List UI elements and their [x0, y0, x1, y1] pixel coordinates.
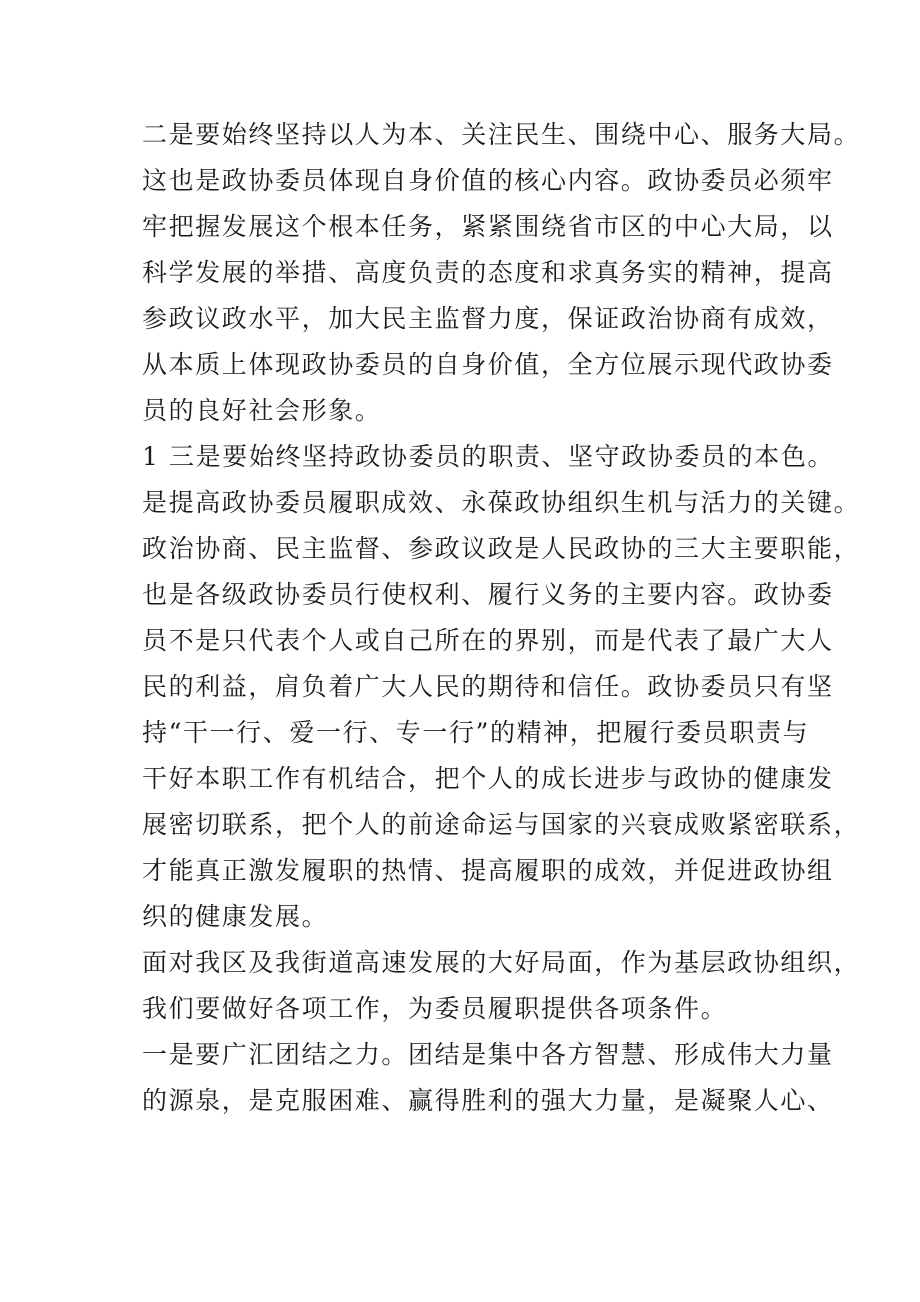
text-line: 员不是只代表个人或自己所在的界别，而是代表了最广大人 — [142, 626, 834, 655]
text-line: 牢把握发展这个根本任务，紧紧围绕省市区的中心大局，以 — [142, 212, 834, 241]
text-line: 也是各级政协委员行使权利、履行义务的主要内容。政协委 — [142, 580, 834, 609]
text-line: 员的良好社会形象。 — [142, 396, 382, 425]
text-line: 民的利益，肩负着广大人民的期待和信任。政协委员只有坚 — [142, 672, 834, 701]
text-line: 政治协商、民主监督、参政议政是人民政协的三大主要职能， — [142, 534, 861, 563]
text-line: 这也是政协委员体现自身价值的核心内容。政协委员必须牢 — [142, 166, 834, 195]
text-line: 才能真正激发履职的热情、提高履职的成效，并促进政协组 — [142, 856, 834, 885]
body-text — [142, 112, 861, 1124]
text-line: 面对我区及我街道高速发展的大好局面，作为基层政协组织， — [142, 948, 861, 977]
text-line: 织的健康发展。 — [142, 902, 329, 931]
text-line: 二是要始终坚持以人为本、关注民生、围绕中心、服务大局。 — [142, 120, 861, 149]
text-line: 我们要做好各项工作，为委员履职提供各项条件。 — [142, 994, 728, 1023]
text-line: 一是要广汇团结之力。团结是集中各方智慧、形成伟大力量 — [142, 1040, 834, 1069]
text-line: 的源泉，是克服困难、赢得胜利的强大力量，是凝聚人心、 — [142, 1086, 834, 1115]
text-line: 干好本职工作有机结合，把个人的成长进步与政协的健康发 — [142, 764, 834, 793]
text-line: 1 三是要始终坚持政协委员的职责、坚守政协委员的本色。 — [142, 442, 835, 471]
text-line: 是提高政协委员履职成效、永葆政协组织生机与活力的关键。 — [142, 488, 861, 517]
text-line: 持“干一行、爱一行、专一行”的精神，把履行委员职责与 — [142, 718, 810, 747]
text-line: 科学发展的举措、高度负责的态度和求真务实的精神，提高 — [142, 258, 834, 287]
text-line: 参政议政水平，加大民主监督力度，保证政治协商有成效， — [142, 304, 834, 333]
text-line: 从本质上体现政协委员的自身价值，全方位展示现代政协委 — [142, 350, 834, 379]
text-line: 展密切联系，把个人的前途命运与国家的兴衰成败紧密联系， — [142, 810, 861, 839]
